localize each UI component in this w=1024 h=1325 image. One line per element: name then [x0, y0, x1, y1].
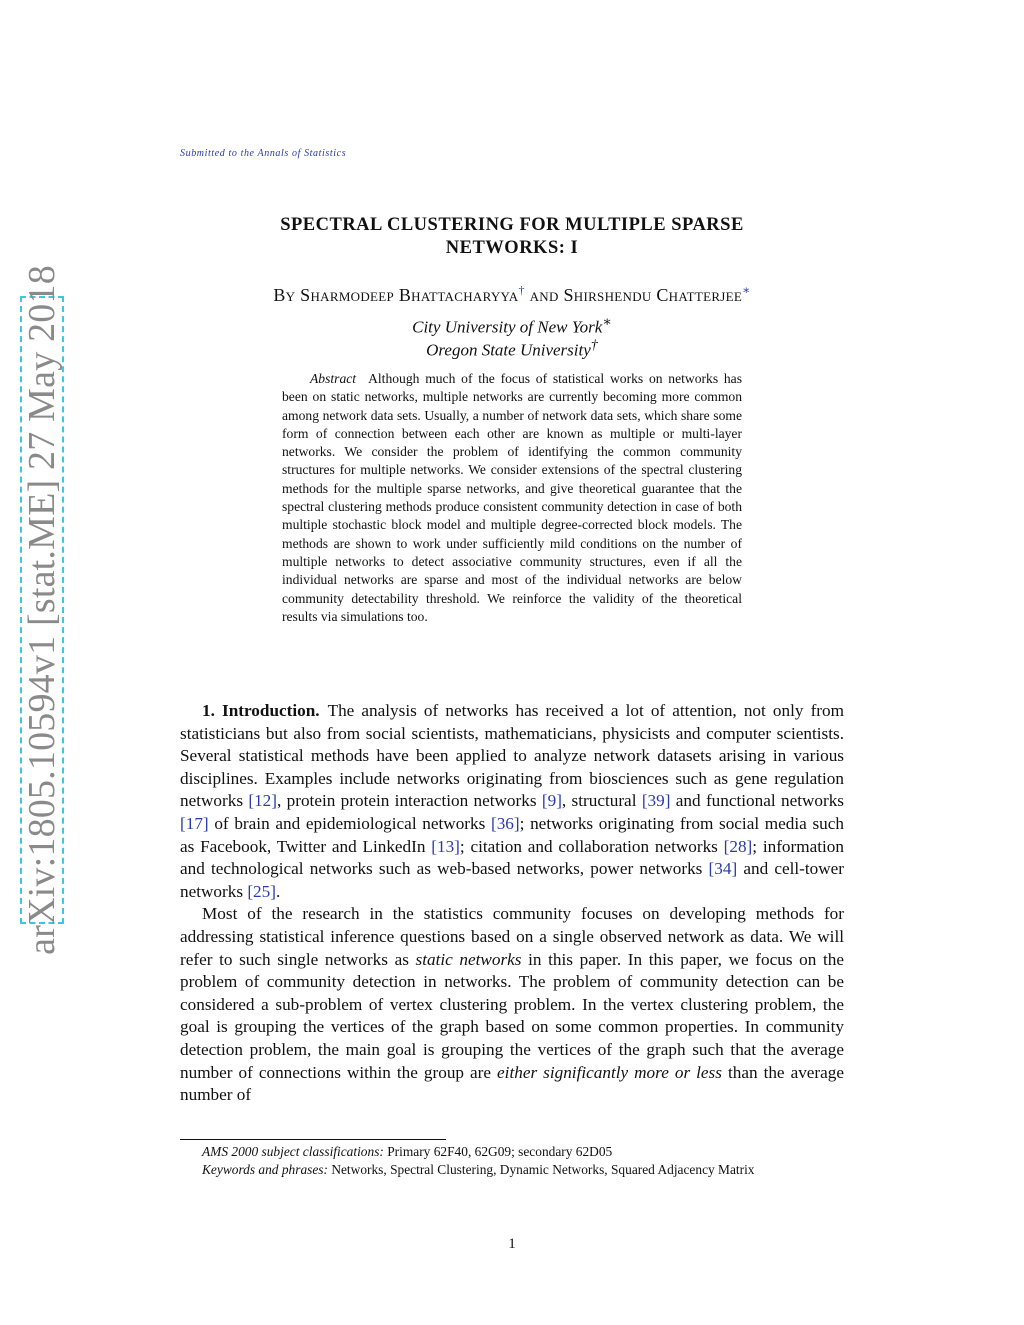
text-run: Most of the research in the statistics community focuses on developing methods for addressing statistical inference questions based on a single observed network as data. We will refer to such single networks as — [180, 904, 844, 969]
ams-text: Primary 62F40, 62G09; secondary 62D05 — [383, 1144, 613, 1159]
text-run: , structural — [561, 791, 642, 811]
citation-link[interactable]: [13] — [431, 836, 460, 856]
author-1: Sharmodeep Bhattacharyya — [300, 285, 519, 305]
introduction-section — [180, 700, 844, 1107]
author-2: Shirshendu Chatterjee — [563, 285, 743, 305]
text-run: The analysis of networks has received a lot of attention, not only from statisticians but also from social scientists, mathematicians, physicists and computer scientists. Several statistical methods have been applied to analyze network datasets arising in various disciplines. Examples include networks originating from biosciences such as gene regulation networks — [180, 701, 844, 811]
ams-classification — [180, 1143, 844, 1161]
author-1-mark[interactable]: † — [518, 283, 525, 297]
page-number: 1 — [508, 1236, 516, 1252]
affiliation-1-mark: ∗ — [602, 314, 612, 330]
citation-link[interactable]: [25] — [247, 881, 276, 901]
footnotes — [180, 1143, 844, 1179]
section-heading: 1. Introduction. — [202, 701, 320, 720]
text-run: , protein protein interaction networks — [277, 791, 542, 811]
keywords-label: Keywords and phrases: — [202, 1162, 328, 1177]
ams-label: AMS 2000 subject classifications: — [202, 1144, 384, 1159]
text-run: than the average number of — [180, 1062, 845, 1105]
text-run: of brain and epidemiological networks — [208, 813, 491, 833]
text-run: and cell-tower networks — [180, 859, 844, 901]
affiliation-1-name: City University of New York — [412, 317, 603, 337]
intro-paragraph-1 — [180, 700, 844, 903]
abstract-text: Although much of the focus of statistical works on networks has been on static networks, multiple networks are currently becoming more common among network data sets. Usually, a number of network data sets, which share some form of connection between each other are known as multiple or multi-layer networks. We consider the problem of identifying the common community structures for multiple networks. We consider extensions of the spectral clustering methods for the multiple sparse networks, and give theoretical guarantee that the spectral clustering methods produce consistent community detection in case of both multiple stochastic block model and multiple degree-corrected block models. The methods are shown to work under sufficiently mild conditions on the number of multiple networks to detect associative community structures, even if all the individual networks are sparse and most of the individual networks are below community detectability threshold. We reinforce the validity of the theoretical results via simulations too. — [282, 371, 742, 624]
footnote-rule — [180, 1139, 446, 1140]
text-run: ; citation and collaboration networks — [459, 836, 724, 856]
title-line-2: NETWORKS: I — [445, 238, 579, 258]
citation-link[interactable]: [17] — [180, 813, 209, 833]
emphasis-run: static networks — [415, 949, 522, 969]
affiliation-2 — [180, 337, 844, 361]
citation-link[interactable]: [34] — [708, 859, 738, 879]
emphasis-run: either significantly more or less — [497, 1062, 722, 1082]
text-run: . — [275, 881, 281, 901]
abstract — [282, 370, 742, 626]
submitted-note: Submitted to the Annals of Statistics — [180, 148, 347, 159]
affiliation-2-mark: † — [590, 337, 598, 353]
citation-link[interactable]: [39] — [641, 791, 671, 811]
abstract-label: Abstract — [310, 371, 357, 386]
title-line-1: SPECTRAL CLUSTERING FOR MULTIPLE SPARSE — [280, 215, 744, 235]
author-line — [180, 283, 844, 306]
and-label: and — [524, 285, 564, 305]
citation-link[interactable]: [12] — [248, 791, 277, 811]
citation-link[interactable]: [9] — [541, 791, 562, 811]
arxiv-identifier[interactable]: arXiv:1805.10594v1 [stat.ME] 27 May 2018 — [21, 265, 63, 955]
citation-link[interactable]: [28] — [723, 836, 753, 856]
text-run: and functional networks — [670, 791, 844, 811]
intro-paragraph-2 — [180, 903, 844, 1106]
author-2-mark[interactable]: ∗ — [742, 283, 751, 297]
text-run: in this paper. In this paper, we focus on the problem of community detection in networks. The problem of community detection can be considered a sub-problem of vertex clustering problem. In the vertex clustering problem, the goal is grouping the vertices of the graph based on some common properties. In community detection problem, the main goal is grouping the vertices of the graph such that the average number of connections within the group are — [180, 949, 844, 1082]
text-run: ; networks originating from social media such as Facebook, Twitter and LinkedIn — [180, 813, 844, 856]
keywords-text: Networks, Spectral Clustering, Dynamic Networks, Squared Adjacency Matrix — [327, 1162, 755, 1177]
citation-link[interactable]: [36] — [490, 813, 520, 833]
affiliation-1 — [180, 314, 844, 338]
by-label: By — [273, 285, 301, 305]
text-run: ; information and technological networks such as web-based networks, power networks — [180, 836, 844, 879]
paper-title — [180, 214, 844, 260]
affiliation-2-name: Oregon State University — [426, 340, 591, 360]
keywords — [180, 1161, 844, 1179]
